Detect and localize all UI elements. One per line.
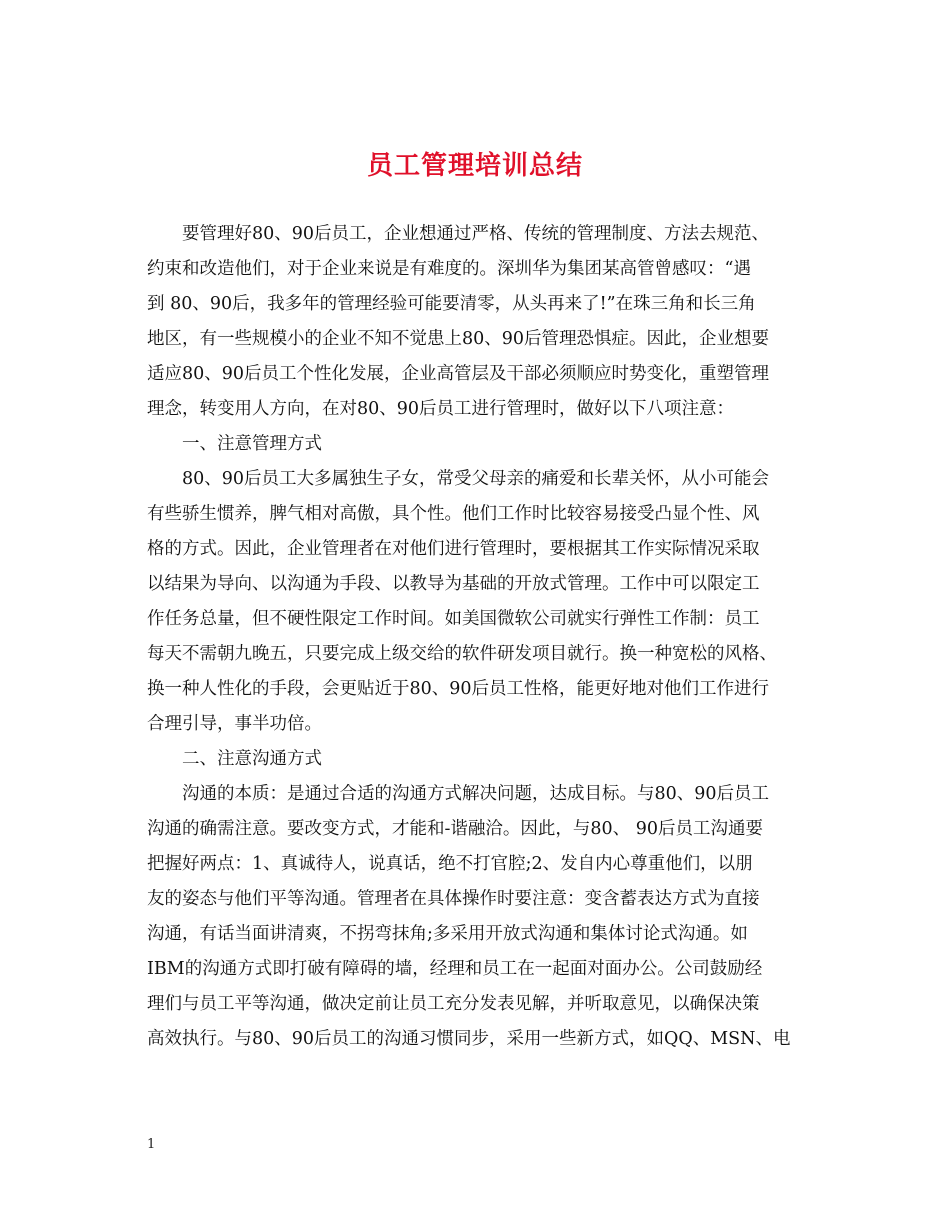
paragraph-line: 每天不需朝九晚五，只要完成上级交给的软件研发项目就行。换一种宽松的风格、 <box>147 644 777 664</box>
document-title: 员工管理培训总结 <box>366 151 583 181</box>
paragraph-line: 合理引导，事半功倍。 <box>147 714 322 734</box>
paragraph-line: IBM的沟通方式即打破有障碍的墙，经理和员工在一起面对面办公。公司鼓励经 <box>147 959 763 979</box>
paragraph-line: 高效执行。与80、90后员工的沟通习惯同步，采用一些新方式，如QQ、MSN、电 <box>147 1029 791 1049</box>
paragraph-line: 沟通的确需注意。要改变方式，才能和-谐融洽。因此，与80、 90后员工沟通要 <box>147 819 764 839</box>
paragraph-line: 把握好两点：1、真诚待人，说真话，绝不打官腔;2、发自内心尊重他们，以朋 <box>147 854 753 874</box>
paragraph-line: 友的姿态与他们平等沟通。管理者在具体操作时要注意：变含蓄表达方式为直接 <box>147 889 760 909</box>
paragraph-line: 作任务总量，但不硬性限定工作时间。如美国微软公司就实行弹性工作制：员工 <box>147 609 760 629</box>
section-heading: 一、注意管理方式 <box>182 434 322 454</box>
paragraph-line: 理念，转变用人方向，在对80、90后员工进行管理时，做好以下八项注意： <box>147 399 735 419</box>
section-heading: 二、注意沟通方式 <box>182 749 322 769</box>
paragraph-line: 理们与员工平等沟通，做决定前让员工充分发表见解，并听取意见，以确保决策 <box>147 994 760 1014</box>
paragraph-line: 到 80、90后，我多年的管理经验可能要清零，从头再来了!”在珠三角和长三角 <box>147 294 756 314</box>
paragraph-line: 适应80、90后员工个性化发展，企业高管层及干部必须顺应时势变化，重塑管理 <box>147 364 770 384</box>
paragraph-line: 约束和改造他们，对于企业来说是有难度的。深圳华为集团某高管曾感叹：“遇 <box>147 259 751 279</box>
paragraph-line: 沟通的本质：是通过合适的沟通方式解决问题，达成目标。与80、90后员工 <box>182 784 770 804</box>
paragraph-line: 要管理好80、90后员工，企业想通过严格、传统的管理制度、方法去规范、 <box>182 224 770 244</box>
paragraph-line: 以结果为导向、以沟通为手段、以教导为基础的开放式管理。工作中可以限定工 <box>147 574 760 594</box>
paragraph-line: 有些骄生惯养，脾气相对高傲，具个性。他们工作时比较容易接受凸显个性、风 <box>147 504 760 524</box>
paragraph-line: 换一种人性化的手段，会更贴近于80、90后员工性格，能更好地对他们工作进行 <box>147 679 770 699</box>
paragraph-line: 地区，有一些规模小的企业不知不觉患上80、90后管理恐惧症。因此，企业想要 <box>147 329 770 349</box>
paragraph-line: 80、90后员工大多属独生子女，常受父母亲的痛爱和长辈关怀，从小可能会 <box>182 469 770 489</box>
paragraph-line: 沟通，有话当面讲清爽，不拐弯抹角;多采用开放式沟通和集体讨论式沟通。如 <box>147 924 748 944</box>
paragraph-line: 格的方式。因此，企业管理者在对他们进行管理时，要根据其工作实际情况采取 <box>147 539 760 559</box>
page-number: 1 <box>147 1137 156 1152</box>
